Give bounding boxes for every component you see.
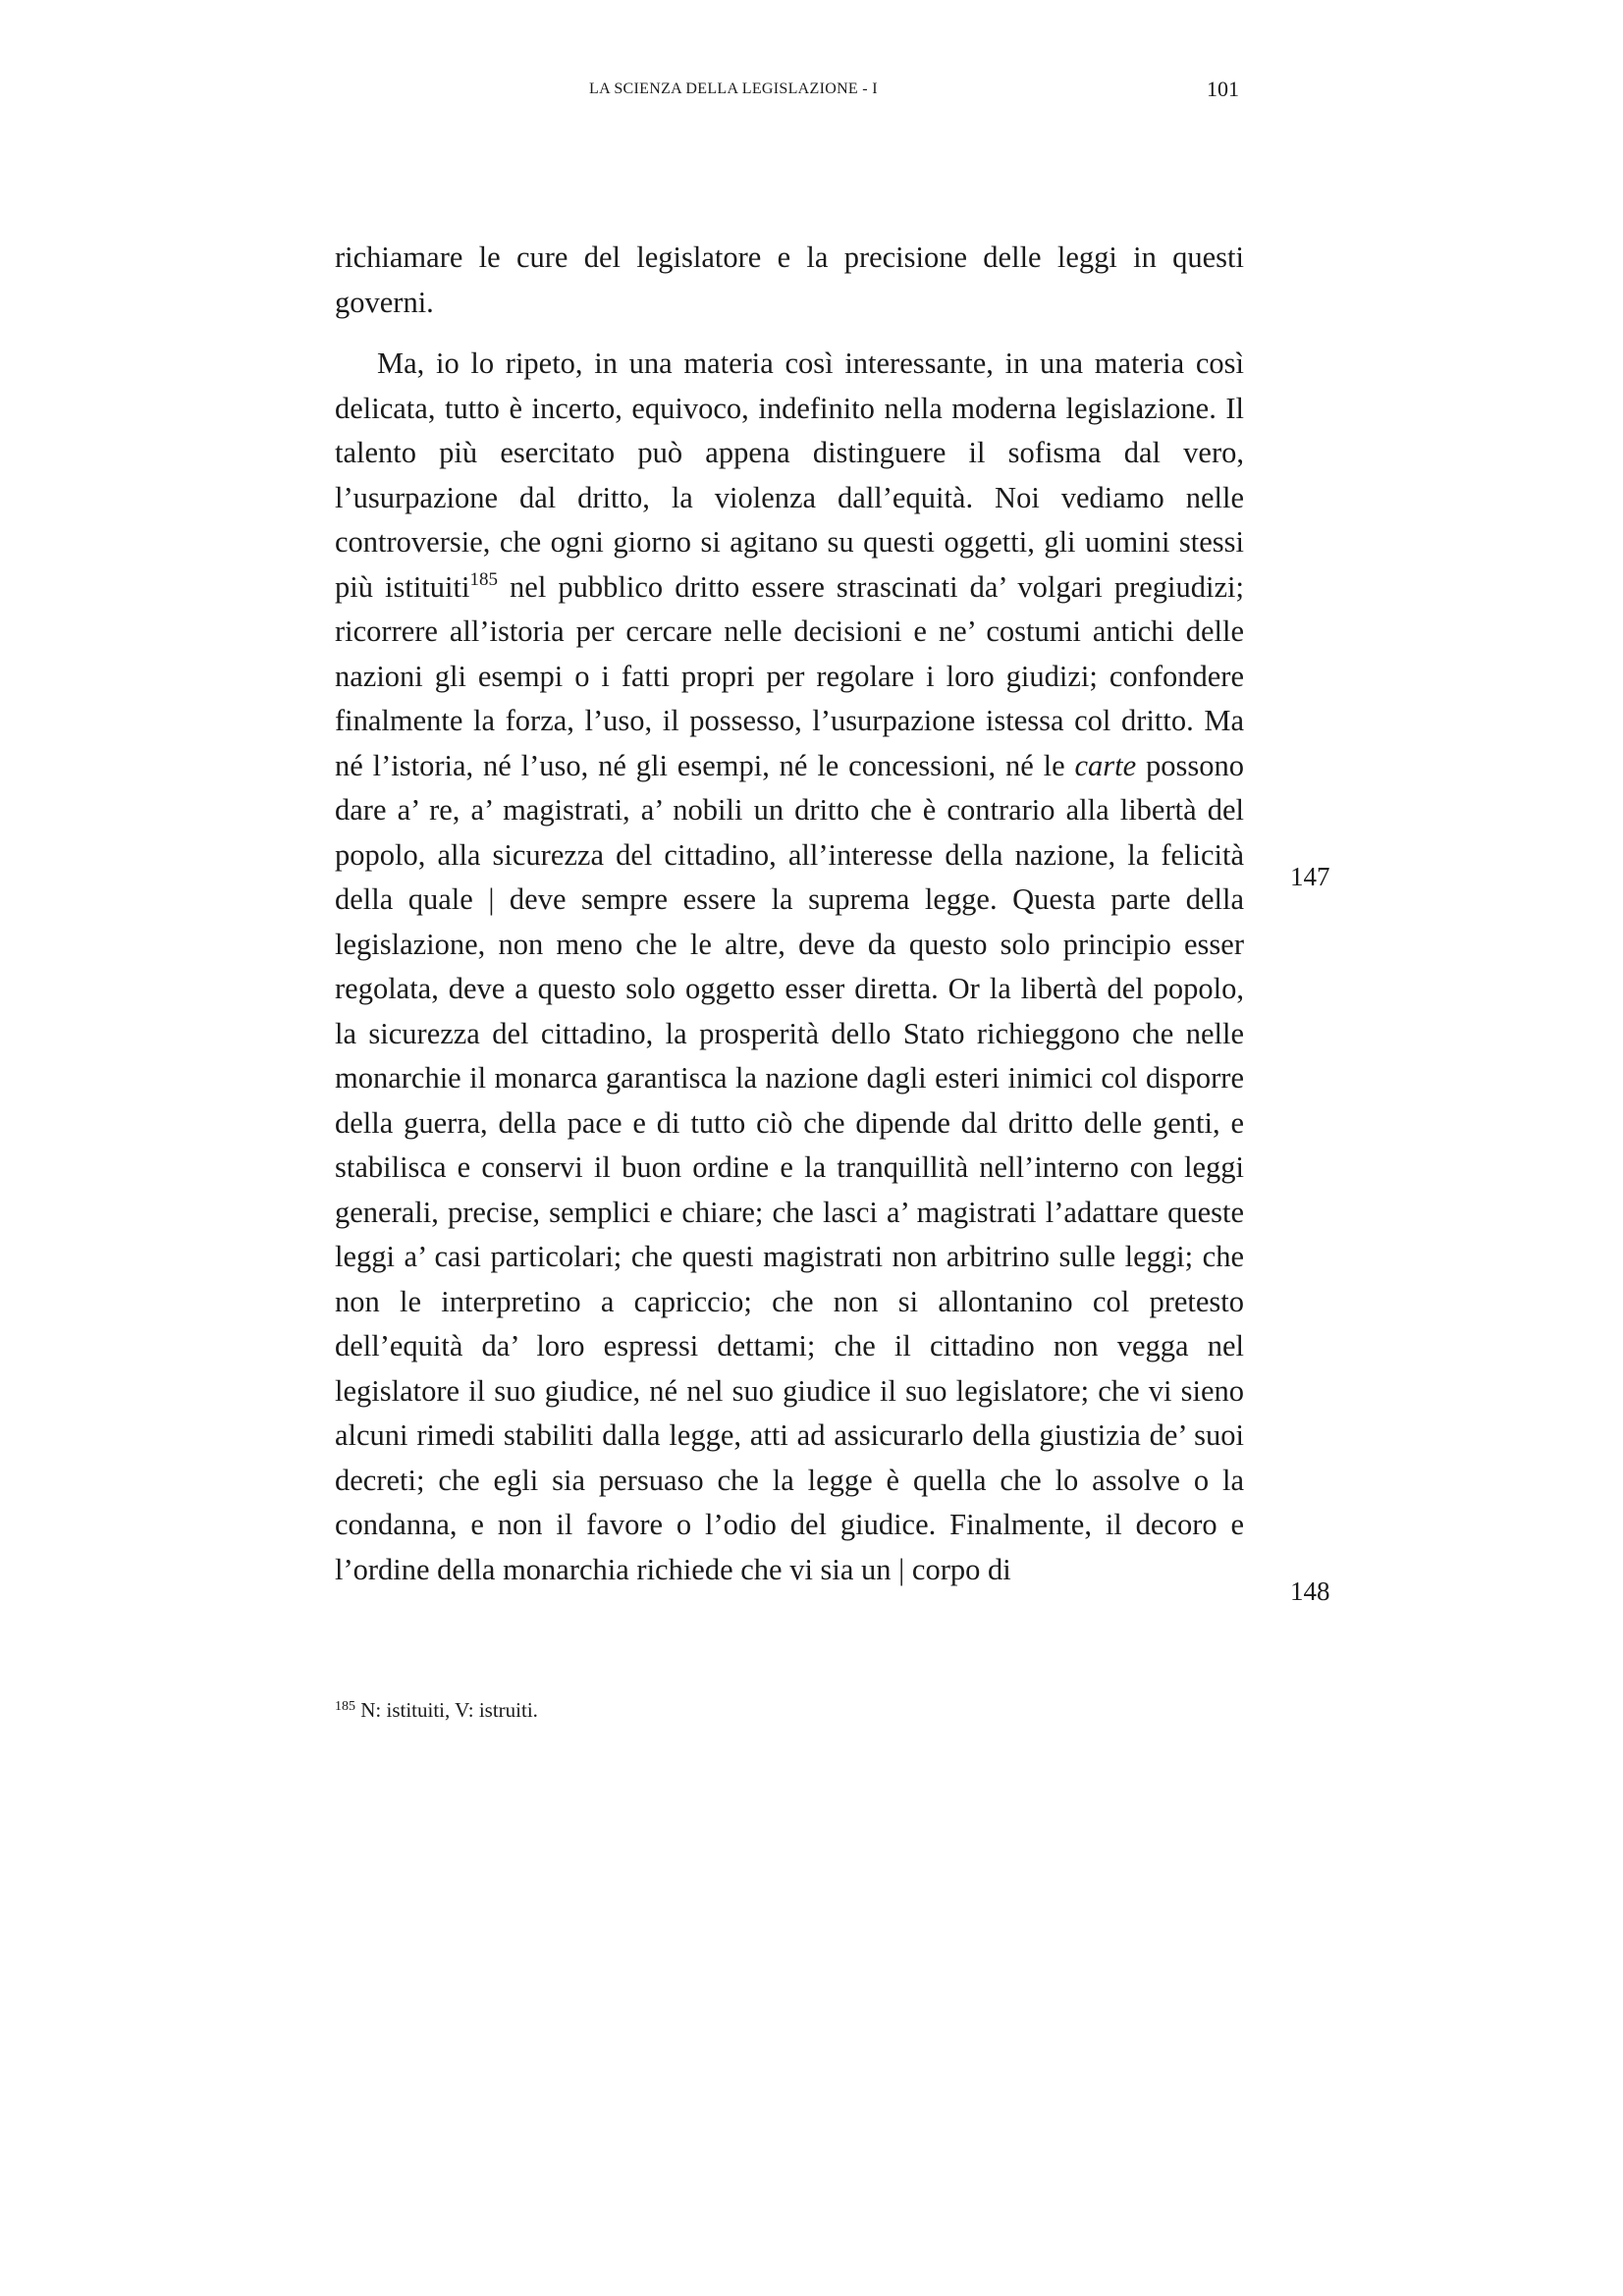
- paragraph-text: Ma, io lo ripeto, in una materia così interessante, in una materia così delicata, tutto è incerto, equivoco, indefinito nella moderna legislazione. Il talento più esercitato può appena distinguere il sofisma dal vero, l’usurpazione dal dritto, la violenza dall’equità. Noi vediamo nelle controversie, che ogni giorno si agitano su questi oggetti, gli uomini stessi più istituiti: [335, 347, 1244, 604]
- page-number: 101: [1207, 77, 1239, 101]
- footnote: [335, 1698, 538, 1723]
- main-text: [335, 236, 1244, 1592]
- margin-page-number: 147: [1290, 862, 1330, 891]
- paragraph-text: nel pubblico dritto essere strascinati da’ volgari pregiudizi; ricorrere all’istoria per cercare nelle decisioni e ne’ costumi antichi delle nazioni gli esempi o i fatti propri per regolare i loro giudizi; confondere finalmente la forza, l’uso, il possesso, l’usurpazione istessa col dritto. Ma né l’istoria, né l’uso, né gli esempi, né le concessioni, né le: [335, 569, 1244, 782]
- footnote-reference[interactable]: 185: [469, 568, 498, 590]
- footnote-number: 185: [335, 1699, 355, 1714]
- italic-term: carte: [1074, 748, 1137, 782]
- footnote-text: N: istituiti, V: istruiti.: [355, 1698, 538, 1722]
- paragraph-text: possono dare a’ re, a’ magistrati, a’ nobili un dritto che è contrario alla libertà del popolo, alla sicurezza del cittadino, all’interesse della nazione, la felicità della quale | deve sempre essere la suprema legge. Questa parte della legislazione, non meno che le altre, deve da questo solo principio esser regolata, deve a questo solo oggetto esser diretta. Or la libertà del popolo, la sicurezza del cittadino, la prosperità dello Stato richieggono che nelle monarchie il monarca garantisca la nazione dagli esteri inimici col disporre della guerra, della pace e di tutto ciò che dipende dal dritto delle genti, e stabilisca e conservi il buon ordine e la tranquillità nell’interno con leggi generali, precise, semplici e chiare; che lasci a’ magistrati l’adattare queste leggi a’ casi particolari; che questi magistrati non arbitrino sulle leggi; che non le interpretino a capriccio; che non si allontanino col pretesto dell’equità da’ loro espressi dettami; che il cittadino non vegga nel legislatore il suo giudice, né nel suo giudice il suo legislatore; che vi sieno alcuni rimedi stabiliti dalla legge, atti ad assicurarlo della giustizia de’ suoi decreti; che egli sia persuaso che la legge è quella che lo assolve o la condanna, e non il favore o l’odio del giudice. Finalmente, il decoro e l’ordine della monarchia richiede che vi sia un | corpo di: [335, 748, 1244, 1586]
- running-title: LA SCIENZA DELLA LEGISLAZIONE - I: [589, 80, 878, 97]
- paragraph-text: richiamare le cure del legislatore e la precisione delle leggi in questi governi.: [335, 240, 1244, 319]
- paragraph: [335, 342, 1244, 1592]
- paragraph-continuation: [335, 236, 1244, 325]
- running-header: [0, 77, 1623, 106]
- margin-page-number: 148: [1290, 1576, 1330, 1606]
